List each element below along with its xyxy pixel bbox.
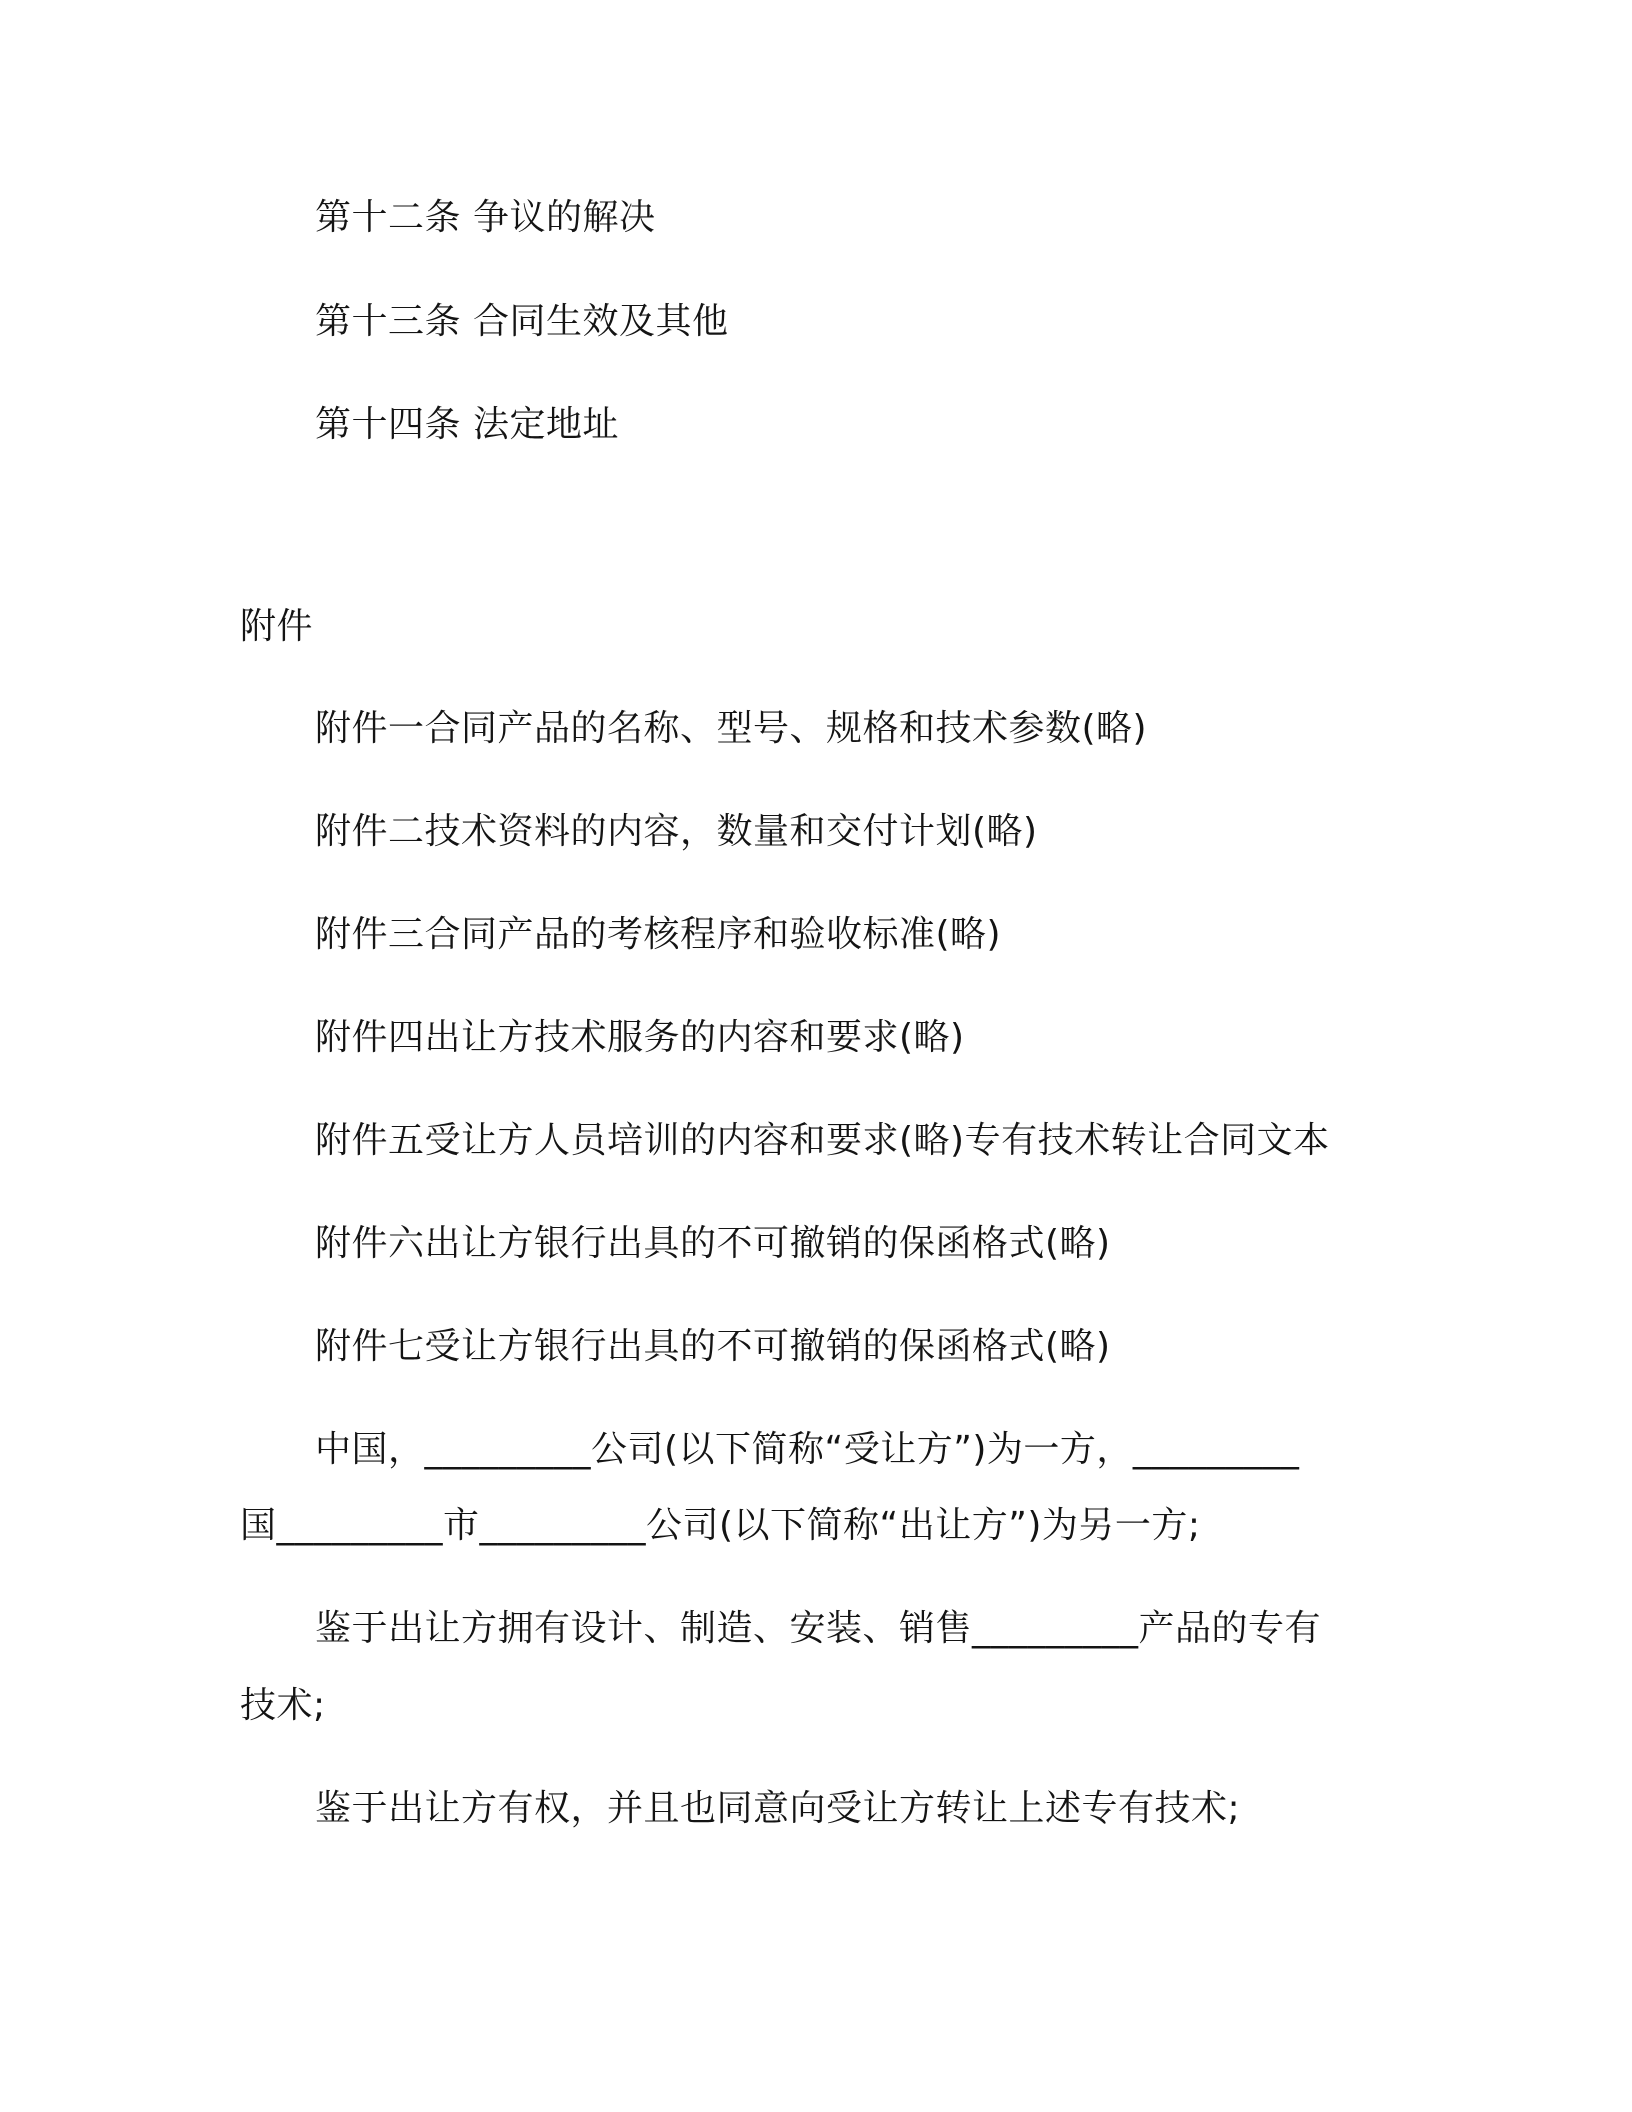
article-12: 第十二条 争议的解决 [315, 197, 656, 238]
appendix-item-3: 附件三合同产品的考核程序和验收标准(略) [315, 914, 1002, 955]
whereas-clause-1-line-1: 鉴于出让方拥有设计、制造、安装、销售_________产品的专有 [315, 1608, 1322, 1649]
appendix-item-2: 附件二技术资料的内容，数量和交付计划(略) [315, 811, 1038, 852]
parties-paragraph-line-2: 国_________市_________公司(以下简称“出让方”)为另一方; [240, 1505, 1201, 1546]
article-14: 第十四条 法定地址 [315, 404, 619, 445]
parties-paragraph-line-1: 中国，_________公司(以下简称“受让方”)为一方，_________ [315, 1429, 1300, 1470]
appendix-item-5: 附件五受让方人员培训的内容和要求(略)专有技术转让合同文本 [315, 1120, 1330, 1161]
appendix-heading: 附件 [240, 606, 314, 647]
article-13: 第十三条 合同生效及其他 [315, 301, 729, 342]
whereas-clause-2: 鉴于出让方有权，并且也同意向受让方转让上述专有技术; [315, 1788, 1241, 1829]
appendix-item-4: 附件四出让方技术服务的内容和要求(略) [315, 1017, 965, 1058]
appendix-item-6: 附件六出让方银行出具的不可撤销的保函格式(略) [315, 1223, 1111, 1264]
appendix-item-1: 附件一合同产品的名称、型号、规格和技术参数(略) [315, 708, 1148, 749]
whereas-clause-1-line-2: 技术; [240, 1685, 326, 1726]
appendix-item-7: 附件七受让方银行出具的不可撤销的保函格式(略) [315, 1326, 1111, 1367]
